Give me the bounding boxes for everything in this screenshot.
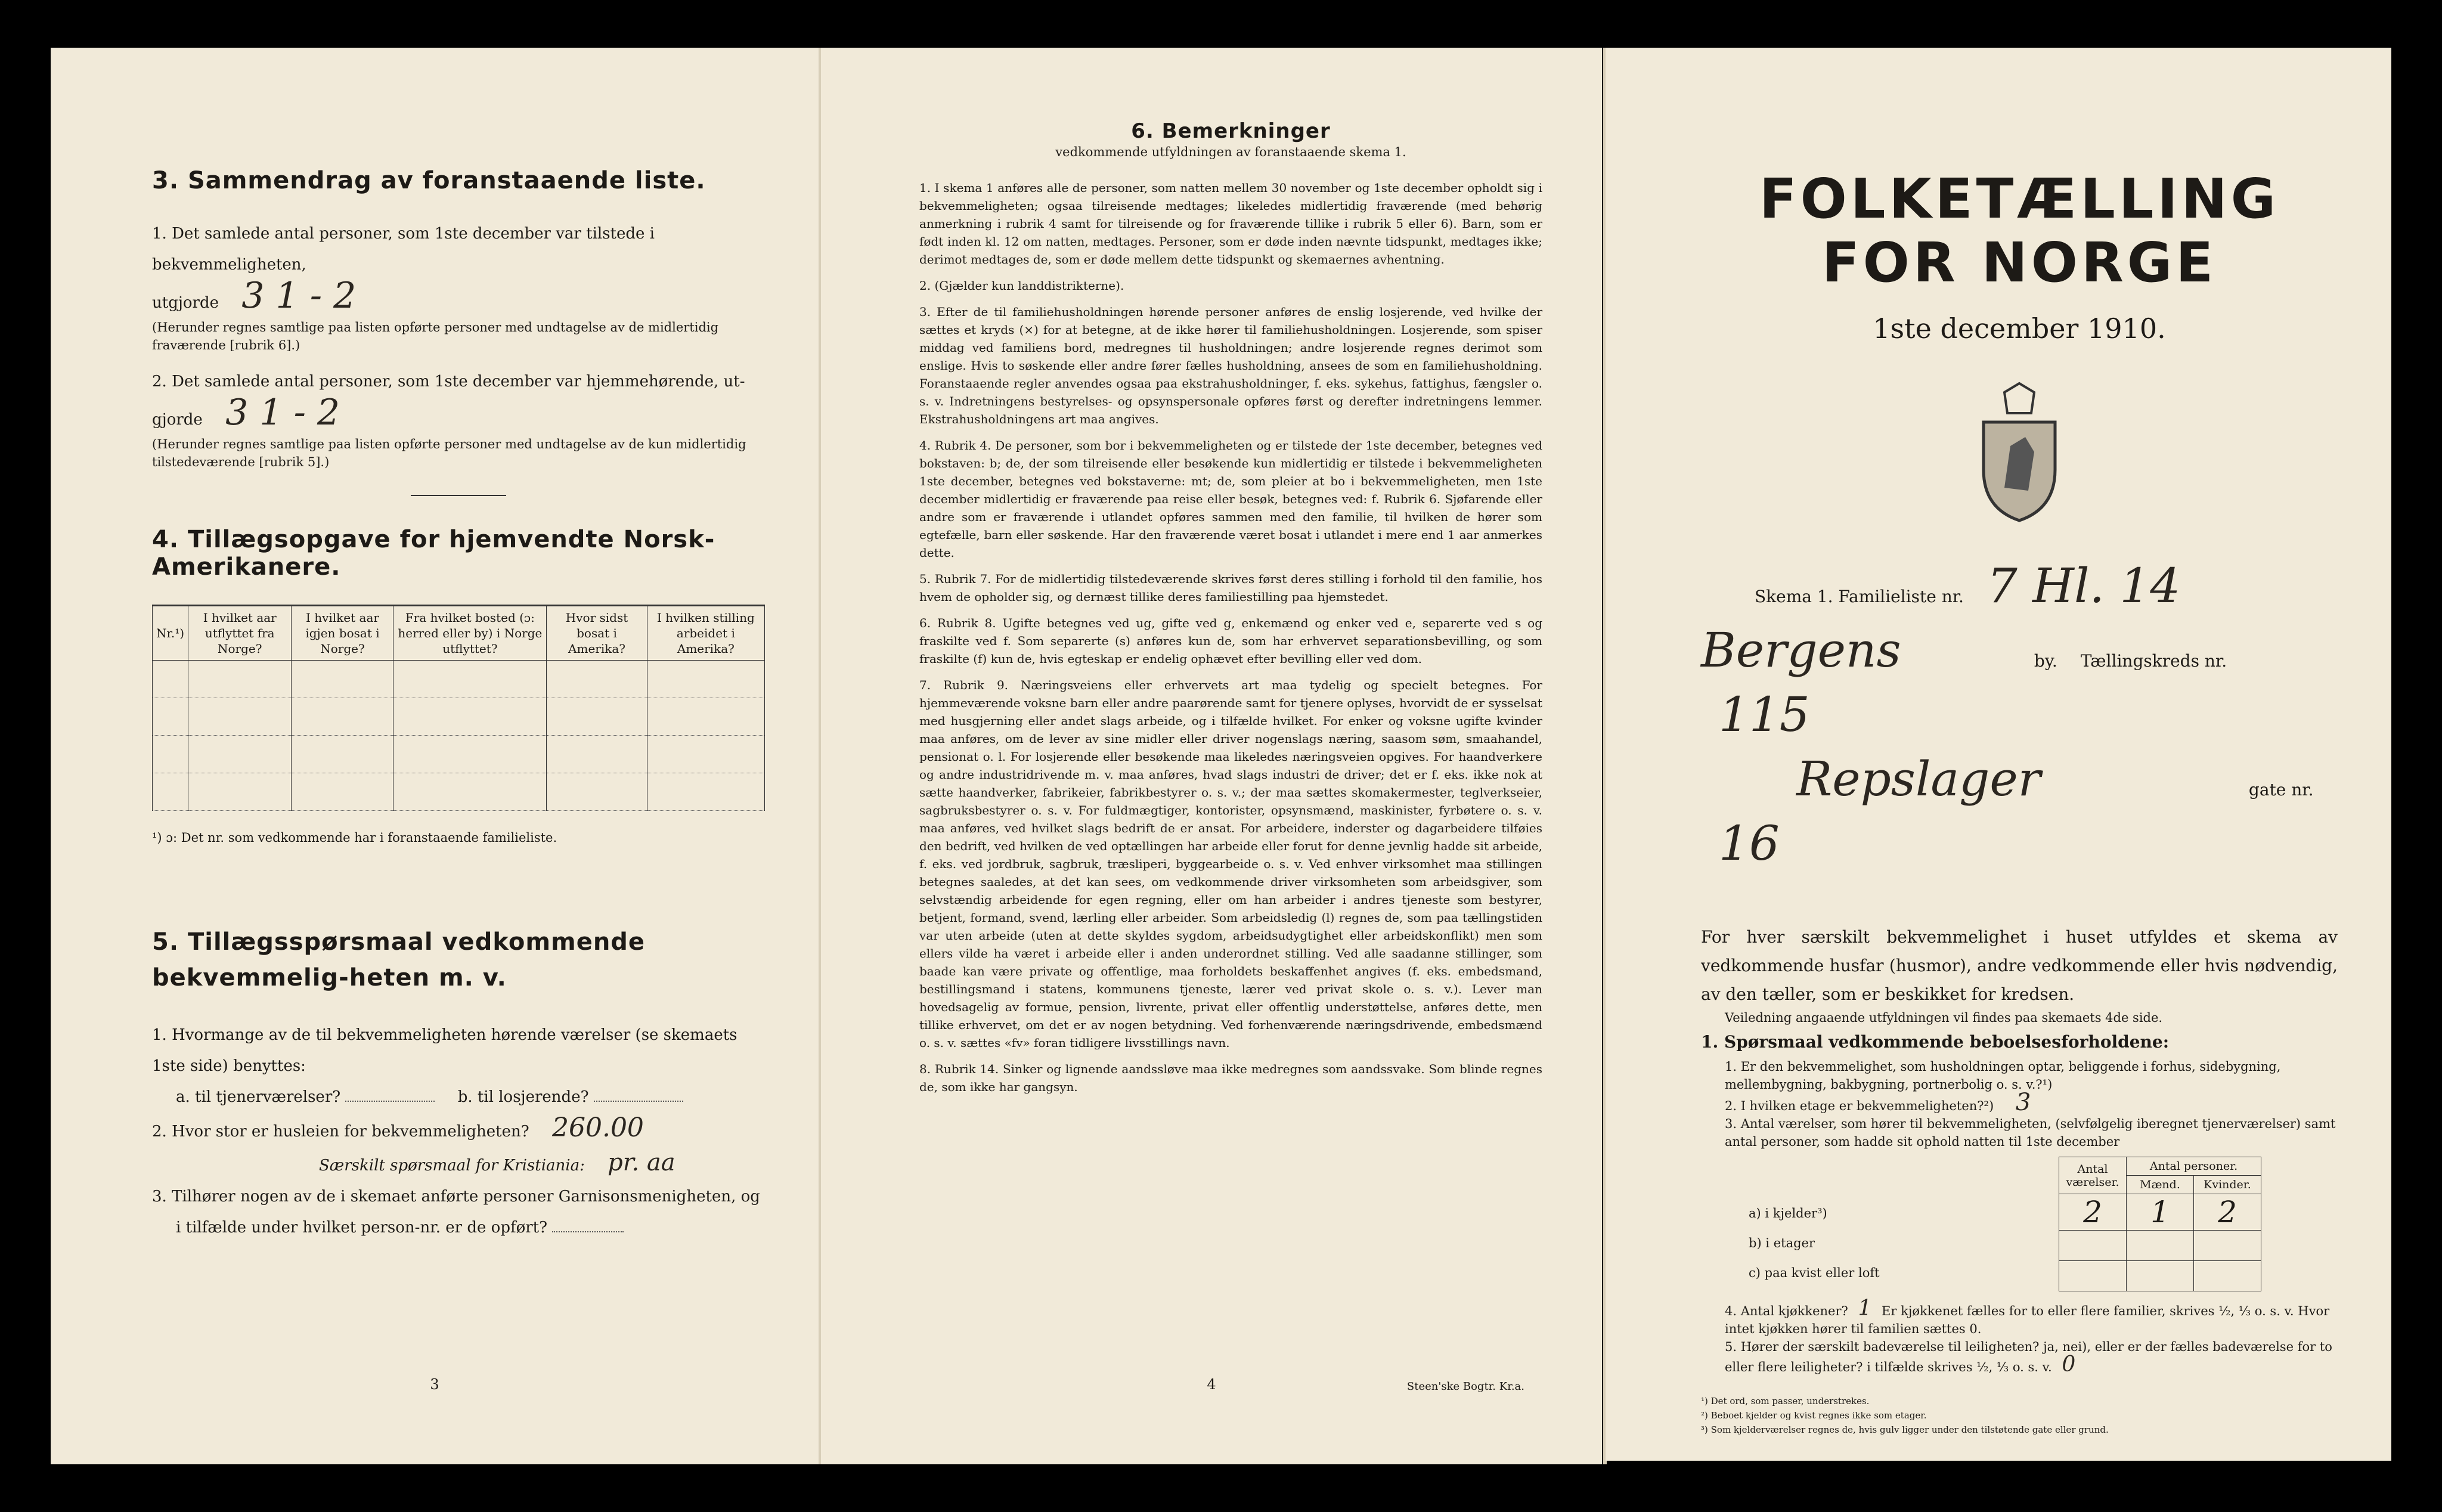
s5-q3: 3. Tilhører nogen av de i skemaet anførte personer Garnisonsmenigheten, og: [152, 1188, 760, 1206]
q2-label: gjorde: [152, 411, 203, 429]
remark-item: 4. Rubrik 4. De personer, som bor i bekvemmeligheten og er tilstede der 1ste december, betegnes ved bokstaven: b; de, der som tilreisende eller besøkende kun midlertidig er tilstede i bekvemmeligheten 1ste december, betegnes ved bokstaverne: mt; de, som pleier at bo i bekvemmeligheten, men 1ste december midlertidig er fraværende paa reise eller besøk, betegnes ved: f. Rubrik 6. Sjøfarende eller andre som er fraværende i utlandet opføres sammen med den familie, til hvilken de hører som egtefælle, barn eller søskende. Har den fraværende været bosat i utlandet i mere end 1 aar anmerkes dette.: [919, 438, 1542, 560]
table-row: [2059, 1194, 2261, 1231]
intro-text: For hver særskilt bekvemmelighet i huset utfyldes et skema av vedkommende husfar (husmor), andre vedkommende eller hvis nødvendig, av den tæller, som er beskikket for kredsen.: [1701, 927, 2338, 1004]
page-1-cover: [1606, 48, 2391, 1461]
table-row: [153, 698, 765, 736]
remark-item: 8. Rubrik 14. Sinker og lignende aandssløve maa ikke medregnes som aandssvake. Som blinde regnes de, som ikke har gangsyn.: [919, 1062, 1542, 1094]
s5-q2: 2. Hvor stor er husleien for bekvemmeligheten?: [152, 1123, 529, 1141]
s5-q2-special: Særskilt spørsmaal for Kristiania:: [319, 1157, 585, 1175]
coat-of-arms-icon: [1969, 380, 2070, 523]
table-row: [153, 661, 765, 698]
bath-handwritten-value: 0: [2062, 1352, 2076, 1377]
table-row: [2059, 1231, 2261, 1261]
table-row: [153, 736, 765, 773]
rooms-table: [2059, 1157, 2261, 1291]
page-4: [821, 48, 1602, 1464]
kitchen-handwritten-value: 1: [1858, 1296, 1872, 1321]
table-row: [153, 773, 765, 811]
page-3: [51, 48, 819, 1464]
question-5: 5. Hører der særskilt badeværelse til leiligheten? ja, nei), eller er der fælles badeværelse for to eller flere leiligheter? i tilfælde skrives ½, ⅓ o. s. v.: [1725, 1340, 2332, 1374]
room-row-label: c) paa kvist eller loft: [1749, 1266, 1880, 1280]
census-date: 1ste december 1910.: [1873, 312, 2166, 345]
remarks-title: 6. Bemerkninger: [1131, 119, 1331, 143]
footnote: ³) Som kjelderværelser regnes de, hvis gulv ligger under den tilstøtende gate eller grund.: [1701, 1424, 2109, 1435]
section-4-title: 4. Tillægsopgave for hjemvendte Norsk-Amerikanere.: [152, 526, 715, 581]
section-5-title: 5. Tillægsspørsmaal vedkommende bekvemmelig-heten m. v.: [152, 928, 646, 992]
table-header: I hvilken stilling arbeidet i Amerika?: [647, 606, 764, 661]
gate-handwritten-value: Repslager: [1796, 751, 2041, 807]
printer-mark: Steen'ske Bogtr. Kr.a.: [1406, 1380, 1524, 1393]
page-number: 4: [1207, 1376, 1216, 1393]
room-row-label: a) i kjelder³): [1749, 1206, 1827, 1220]
section-3-title: 3. Sammendrag av foranstaaende liste.: [152, 167, 706, 194]
question-4-rest: Er kjøkkenet fælles for to eller flere familier, skrives ½, ⅓ o. s. v. Hvor intet kjøkken hører til familien sættes 0.: [1725, 1304, 2330, 1336]
table-footnote: ¹) ɔ: Det nr. som vedkommende har i foranstaaende familieliste.: [152, 831, 557, 845]
table-header: Nr.¹): [153, 606, 188, 661]
questions-title: 1. Spørsmaal vedkommende beboelsesforholdene:: [1701, 1032, 2170, 1052]
remark-item: 1. I skema 1 anføres alle de personer, som natten mellem 30 november og 1ste december opholdt sig i bekvemmeligheten; ogsaa tilreisende medtages; likeledes midlertidig fraværende (med behørig anmerkning i rubrik 4 samt for tilreisende og for fraværende tillike i rubrik 5 eller 6). Barn, som er født inden kl. 12 om natten, medtages. Personer, som er døde inden nævnte tidspunkt, medtages ikke; derimot medtages de, som er døde mellem dette tidspunkt og skemaernes avhentning.: [919, 181, 1542, 267]
q2-note: (Herunder regnes samtlige paa listen opførte personer med undtagelse av de kun midlertidig tilstedeværende [rubrik 5].): [152, 437, 746, 469]
kreds-handwritten-value: 115: [1719, 687, 1810, 742]
remark-item: 3. Efter de til familiehusholdningen hørende personer anføres de enslig losjerende, ved hvilke der sættes et kryds (×) for at betegne, at de ikke hører til familiehusholdningen. Losjerende, som spiser middag ved familiens bord, medregnes til husholdningen; andre losjerende regnes derimot som enslige. Hvis to søskende eller andre fører fælles husholdning, ansees de som en familiehusholdning. Foranstaaende regler anvendes ogsaa paa ekstrahusholdninger, f. eks. sykehus, fattighus, fængsler o. s. v. Indretningens bestyrelses- og opsynspersonale opføres først og derefter indretningens lemmer. Ekstrahusholdningens art maa angives.: [919, 305, 1542, 426]
s5-q3b: i tilfælde under hvilket person-nr. er de opført?: [176, 1219, 548, 1237]
remark-item: 2. (Gjælder kun landdistrikterne).: [919, 278, 1124, 293]
table-header: Mænd.: [2127, 1176, 2194, 1194]
question-2: 2. I hvilken etage er bekvemmeligheten?²): [1725, 1099, 1994, 1113]
table-cell: 1: [2127, 1194, 2194, 1231]
etage-handwritten-value: 3: [2015, 1089, 2031, 1116]
question-4: 4. Antal kjøkkener?: [1725, 1304, 1848, 1318]
question-3: 3. Antal værelser, som hører til bekvemmeligheten, (selvfølgelig iberegnet tjenerværelser) samt antal personer, som hadde sit ophold natten til 1ste december: [1725, 1117, 2336, 1149]
question-1: 1. Er den bekvemmelighet, som husholdningen optar, beliggende i forhus, sidebygning, mellembygning, bakbygning, portnerbolig o. s. v.?¹): [1725, 1059, 2281, 1092]
footnote: ¹) Det ord, som passer, understrekes.: [1701, 1396, 1870, 1406]
s5-q1b: b. til losjerende?: [457, 1088, 589, 1106]
table-header: I hvilket aar igjen bosat i Norge?: [292, 606, 393, 661]
rent-handwritten-value: 260.00: [551, 1113, 644, 1143]
q1-handwritten-value: 3 1 - 2: [241, 275, 357, 317]
by-handwritten-value: Bergens: [1701, 622, 1901, 678]
table-cell: 2: [2194, 1194, 2261, 1231]
table-row: [2059, 1261, 2261, 1291]
skema-label: Skema 1. Familieliste nr.: [1755, 587, 1964, 606]
s5-q1a: a. til tjenerværelser?: [176, 1088, 341, 1106]
q1-note: (Herunder regnes samtlige paa listen opførte personer med undtagelse av de midlertidig fraværende [rubrik 6].): [152, 320, 719, 352]
familieliste-handwritten-value: 7 Hl. 14: [1987, 558, 2181, 614]
s5-q1: 1. Hvormange av de til bekvemmeligheten hørende værelser (se skemaets 1ste side) benyttes:: [152, 1026, 737, 1075]
q2-text: 2. Det samlede antal personer, som 1ste december var hjemmehørende, ut-: [152, 373, 745, 391]
by-label: by.: [2034, 651, 2057, 671]
gate-label: gate nr.: [2248, 780, 2314, 800]
norsk-amerikanere-table: [152, 605, 765, 811]
divider: [411, 495, 506, 496]
footnote: ²) Beboet kjelder og kvist regnes ikke som etager.: [1701, 1410, 1927, 1421]
table-header: Antal personer.: [2127, 1157, 2261, 1176]
q1-label: utgjorde: [152, 294, 219, 312]
table-cell: 2: [2059, 1194, 2127, 1231]
table-header: Fra hvilket bosted (ɔ: herred eller by) i Norge utflyttet?: [393, 606, 547, 661]
special-handwritten-value: pr. aa: [608, 1149, 675, 1176]
guide-text: Veiledning angaaende utfyldningen vil findes paa skemaets 4de side.: [1725, 1011, 2163, 1025]
remark-item: 5. Rubrik 7. For de midlertidig tilstedeværende skrives først deres stilling i forhold til den familie, hos hvem de opholder sig, og dernæst tillike deres familiestilling paa hjemstedet.: [919, 572, 1542, 604]
kreds-label: Tællingskreds nr.: [2080, 651, 2227, 671]
page-number: 3: [430, 1376, 439, 1393]
remarks-subtitle: vedkommende utfyldningen av foranstaaende skema 1.: [1055, 145, 1406, 159]
table-header: Hvor sidst bosat i Amerika?: [547, 606, 647, 661]
census-title: FOLKETÆLLING FOR NORGE: [1759, 167, 2280, 295]
q2-handwritten-value: 3 1 - 2: [225, 392, 340, 433]
gate-nr-handwritten-value: 16: [1719, 816, 1780, 871]
remark-item: 7. Rubrik 9. Næringsveiens eller erhvervets art maa tydelig og specielt betegnes. For hjemmeværende voksne barn eller andre paarørende samt for tjenere oplyses, hvorvidt de er sysselsat med husgjerning eller andet slags arbeide, og i tilfælde hvilket. For enker og voksne ugifte kvinder maa anføres, om de lever av sine midler eller driver nogenslags næring, saasom søm, smaahandel, pensionat o. l. For losjerende eller besøkende maa likeledes næringsveien opgives. For haandverkere og andre industridrivende m. v. maa anføres, hvad slags industri de driver; det er f. eks. ikke nok at sætte haandverker, fabrikeier, fabrikbestyrer o. s. v.; der maa sættes skomakermester, teglverkseier, sagbruksbestyrer o. s. v. For fuldmægtiger, kontorister, opsynsmænd, maskinister, fyrbøtere o. s. v. maa anføres, ved hvilket slags bedrift de er ansat. For arbeidere, inderster og dagarbeidere tilføies den bedrift, ved hvilken de ved optællingen har arbeide eller forut for denne jevnlig hadde sit arbeide, f. eks. ved jordbruk, sagbruk, træsliperi, byggearbeide o. s. v. Ved enhver virksomhet maa stillingen betegnes saaledes, at det kan sees, om vedkommende driver virksomheten som arbeidsgiver, som selvstændig arbeidende for egen regning, eller om han arbeider i andres tjeneste som bestyrer, betjent, formand, svend, lærling eller arbeider. Som arbeidsledig (l) regnes de, som paa tællingstiden var uten arbeide (uten at dette skyldes sygdom, arbeidsudygtighet eller arbeidskonflikt) men som ellers vilde ha været i arbeide eller i anden underordnet stilling. Ved alle saadanne stillinger, som baade kan være private og offentlige, maa forholdets beskaffenhet angives (f. eks. embedsmand, bestillingsmand i statens, kommunens tjeneste, lærer ved privat skole o. s. v.). Lever man hovedsagelig av formue, pension, livrente, privat eller offentlig understøttelse, anføres dette, men tillike erhvervet, om det er av nogen betydning. Ved forhenværende næringsdrivende, embedsmænd o. s. v. sættes «fv» foran tidligere livsstillings navn.: [919, 678, 1542, 1050]
table-header: Antal værelser.: [2059, 1157, 2127, 1194]
room-row-label: b) i etager: [1749, 1236, 1815, 1250]
table-header: Kvinder.: [2194, 1176, 2261, 1194]
q1-text: 1. Det samlede antal personer, som 1ste december var tilstede i bekvemmeligheten,: [152, 225, 655, 274]
remark-item: 6. Rubrik 8. Ugifte betegnes ved ug, gifte ved g, enkemænd og enker ved e, separerte ved s og fraskilte ved f. Som separerte (s) anføres kun de, som har erhvervet separationsbevilling, og som fraskilte (f) kun de, hvis egteskap er endelig ophævet efter bevilling eller ved dom.: [919, 616, 1542, 666]
table-header: I hvilket aar utflyttet fra Norge?: [188, 606, 292, 661]
